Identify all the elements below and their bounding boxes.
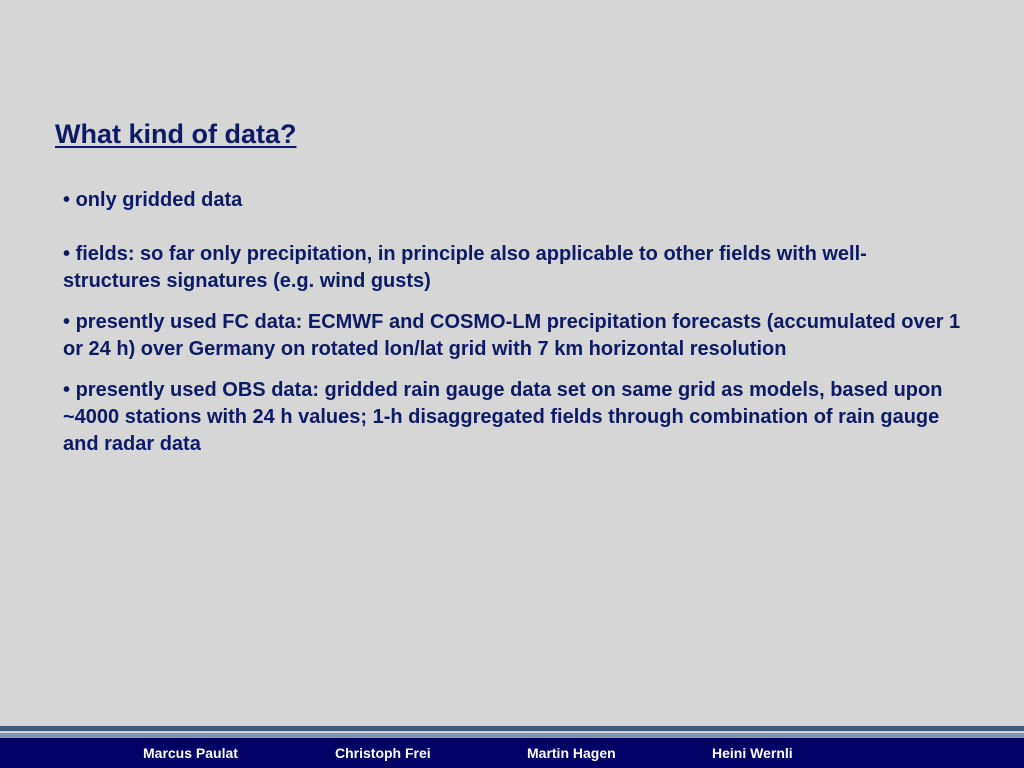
bullet-marker: • [63,379,71,401]
footer-author-1: Marcus Paulat [143,745,238,761]
bullet-marker: • [63,311,71,333]
bullet-marker: • [63,189,71,211]
bullet-text: presently used FC data: ECMWF and COSMO-LM precipitation forecasts (accumulated over 1 or 24 h) over Germany on rotated lon/lat grid with 7 km horizontal resolution [63,311,961,360]
bullet-marker: • [63,243,71,265]
bullet-text: fields: so far only precipitation, in principle also applicable to other fields with well-structures signatures (e.g. wind gusts) [63,243,867,292]
bullet-item [63,187,963,214]
bullet-item [63,241,963,295]
bullet-text: presently used OBS data: gridded rain gauge data set on same grid as models, based upon ~4000 stations with 24 h values; 1-h disaggregated fields through combination of rain gauge and radar data [63,379,943,455]
footer-bar [0,738,1024,768]
footer-author-3: Martin Hagen [527,745,616,761]
bullet-list [63,187,963,458]
bullet-item [63,309,963,363]
bullet-item [63,377,963,458]
bullet-text: only gridded data [75,189,243,211]
footer-author-4: Heini Wernli [712,745,793,761]
footer-author-2: Christoph Frei [335,745,431,761]
footer-divider [0,726,1024,738]
slide-title: What kind of data? [55,119,297,149]
